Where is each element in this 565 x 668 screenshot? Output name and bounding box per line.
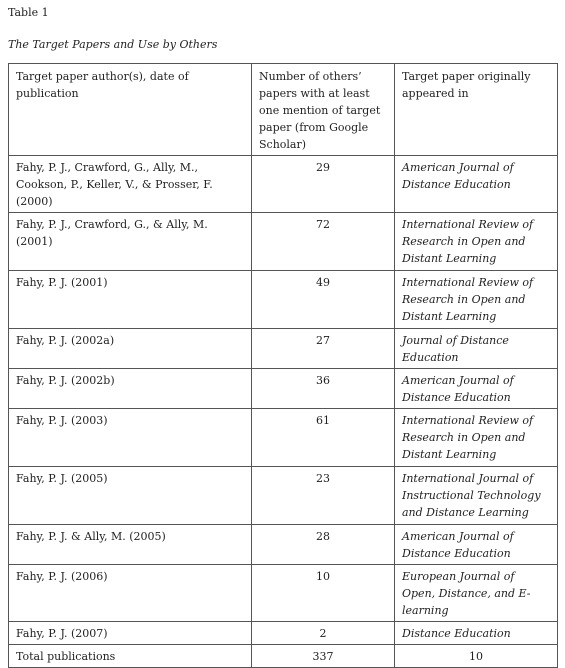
journal-cell: Distance Education	[395, 622, 558, 645]
author-cell: Fahy, P. J. (2006)	[9, 565, 252, 622]
author-cell: Fahy, P. J., Crawford, G., Ally, M., Cookson, P., Keller, V., & Prosser, F. (2000)	[9, 156, 252, 213]
table-label: Table 1	[8, 6, 49, 19]
table-row	[9, 213, 558, 271]
count-cell: 10	[252, 565, 395, 622]
table-row	[9, 565, 558, 622]
total-journals: 10	[395, 645, 558, 668]
table-header-row	[9, 64, 558, 156]
journal-cell: International Journal of Instructional Technology and Distance Learning	[395, 467, 558, 525]
journal-cell: Journal of Distance Education	[395, 329, 558, 369]
table-row	[9, 525, 558, 565]
table-row	[9, 467, 558, 525]
count-cell: 49	[252, 271, 395, 329]
author-cell: Fahy, P. J. (2007)	[9, 622, 252, 645]
total-row	[9, 645, 558, 668]
journal-cell: International Review of Research in Open and Distant Learning	[395, 271, 558, 329]
table-row	[9, 409, 558, 467]
journal-cell: International Review of Research in Open and Distant Learning	[395, 213, 558, 271]
count-cell: 36	[252, 369, 395, 409]
journal-cell: American Journal of Distance Education	[395, 369, 558, 409]
count-cell: 27	[252, 329, 395, 369]
table-row	[9, 156, 558, 213]
journal-cell: American Journal of Distance Education	[395, 525, 558, 565]
target-papers-table	[8, 63, 558, 668]
column-header-journal: Target paper originally appeared in	[395, 64, 558, 156]
column-header-count: Number of others’ papers with at least one mention of target paper (from Google Scholar)	[252, 64, 395, 156]
author-cell: Fahy, P. J. (2003)	[9, 409, 252, 467]
author-cell: Fahy, P. J. (2002b)	[9, 369, 252, 409]
count-cell: 29	[252, 156, 395, 213]
journal-cell: American Journal of Distance Education	[395, 156, 558, 213]
table-row	[9, 622, 558, 645]
count-cell: 28	[252, 525, 395, 565]
author-cell: Fahy, P. J. (2002a)	[9, 329, 252, 369]
journal-cell: International Review of Research in Open and Distant Learning	[395, 409, 558, 467]
total-count: 337	[252, 645, 395, 668]
author-cell: Fahy, P. J. & Ally, M. (2005)	[9, 525, 252, 565]
author-cell: Fahy, P. J., Crawford, G., & Ally, M. (2001)	[9, 213, 252, 271]
count-cell: 2	[252, 622, 395, 645]
table-row	[9, 329, 558, 369]
author-cell: Fahy, P. J. (2005)	[9, 467, 252, 525]
count-cell: 72	[252, 213, 395, 271]
table-row	[9, 271, 558, 329]
journal-cell: European Journal of Open, Distance, and E-learning	[395, 565, 558, 622]
author-cell: Fahy, P. J. (2001)	[9, 271, 252, 329]
count-cell: 61	[252, 409, 395, 467]
table-title: The Target Papers and Use by Others	[8, 38, 218, 51]
column-header-author: Target paper author(s), date of publication	[9, 64, 252, 156]
count-cell: 23	[252, 467, 395, 525]
total-label: Total publications	[9, 645, 252, 668]
table-row	[9, 369, 558, 409]
